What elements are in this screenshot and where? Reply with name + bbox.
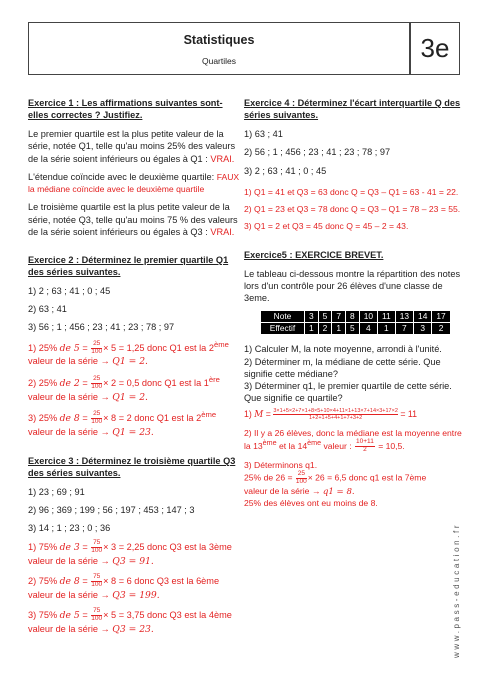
ex2-answer-1-after: × 5 = 1,25 donc Q1 est la 2 — [103, 342, 214, 353]
ex2-answer-2-de: de 2 — [59, 377, 80, 389]
ex3-series-3: 3) 14 ; 1 ; 23 ; 0 ; 36 — [28, 523, 111, 534]
table-cell: 2 — [432, 323, 450, 335]
ex3-title: Exercice 3 : Déterminez le troisième quartile Q3 des séries suivantes. — [28, 455, 236, 478]
ex5-quartile-fraction: $\frac{25}{100}$ — [295, 470, 307, 486]
ex2-answer-1-fraction: $\frac{25}{100}$ — [91, 339, 103, 355]
ex5-question-1: 1) Calculer M, la note moyenne, arrondi à l'unité. — [244, 344, 442, 355]
ex3-answer-2-tail: valeur de la série → — [28, 589, 110, 600]
ex4-answer-2: 2) Q1 = 23 et Q3 = 78 donc Q = Q3 – Q1 = 78 – 23 = 55. — [244, 204, 461, 215]
ex5-answer-3-line-3 — [244, 486, 462, 498]
ex3-answer-1-fraction: $\frac{75}{100}$ — [91, 539, 103, 555]
ex5-answer-3-line-2 — [244, 471, 462, 486]
ex1-statement-3 — [28, 201, 240, 237]
ex3-answer-3-fraction: $\frac{75}{100}$ — [91, 606, 103, 622]
ex3-answer-1-result: Q3 = 91. — [112, 556, 154, 568]
page-title: Statistiques — [183, 33, 255, 47]
right-column — [244, 97, 462, 510]
ex2-series-2: 2) 63 ; 41 — [28, 304, 67, 315]
ex5-answer-3-line-1: 3) Déterminons q1. — [244, 459, 318, 470]
ex5-answer-1: 1) M = $\frac{3\times 1+5\times 2+7\times 1+8\times 5+10\times 4+11\times 1+13\times 7+14\times 3+17\times 2}{1+2+1+5+4+1+7+3+2}$ = 11 — [244, 408, 418, 422]
ex1-answer-3: VRAI. — [210, 226, 235, 237]
ex5-title: Exercice5 : EXERCICE BREVET. — [244, 249, 384, 260]
table-cell: 2 — [318, 323, 332, 335]
table-cell: 13 — [395, 311, 413, 323]
ex3-answer-3: 3) 75% de 5 = $\frac{75}{100}$ × 5 = 3,75 donc Q3 est la 4ème valeur de la série → Q3 = 23. — [28, 606, 232, 635]
ex2-answer-3-after: × 8 = 2 donc Q1 est la 2 — [103, 412, 202, 423]
ex2-answer-2-lead: 2) 25% — [28, 377, 60, 388]
ex3-answer-1-lead: 1) 75% — [28, 542, 60, 553]
ex3-answer-1-after: × 3 = 2,25 donc Q3 est la — [103, 542, 207, 553]
table-cell: 14 — [414, 311, 432, 323]
ex3-answer-1-tail: 3ème valeur de la série → — [28, 542, 232, 567]
ex1-title: Exercice 1 : Les affirmations suivantes sont-elles correctes ? Justifiez. — [28, 98, 223, 121]
table-cell: 11 — [378, 311, 396, 323]
grade-box — [410, 22, 460, 75]
grades-table-row-notes — [261, 311, 451, 323]
page-subtitle: Quartiles — [201, 56, 236, 66]
ex2-answer-2-tail: valeur de la série → — [28, 391, 110, 402]
ex5-answer-2-c: valeur : — [321, 440, 352, 451]
ex2-answer-2-fraction: $\frac{25}{100}$ — [91, 374, 103, 390]
table-cell: 10 — [359, 311, 377, 323]
ex3-answer-3-lead: 3) 75% — [28, 609, 60, 620]
ex3-answer-1: 1) 75% de 3 = $\frac{75}{100}$ × 3 = 2,25 donc Q3 est la 3ème valeur de la série → Q3 = 91. — [28, 539, 232, 568]
ex3-answer-1-de: de 3 — [59, 542, 80, 554]
table-cell: 7 — [395, 323, 413, 335]
ex5-median-fraction: $\frac{10+11}{2}$ — [356, 438, 374, 454]
ex1-statement-3-text: Le troisième quartile est la plus petite valeur de la série, notée Q3, telle qu'au moins 75 % des valeurs de la série soient inférieurs ou égales à Q3 : — [28, 202, 238, 237]
table-cell: 5 — [318, 311, 332, 323]
ex3-answer-2-lead: 2) 75% — [28, 575, 60, 586]
ex3-series-2: 2) 96 ; 369 ; 199 ; 56 ; 197 ; 453 ; 147 ; 3 — [28, 505, 195, 516]
ex5-answer-2-a: 2) Il y a 26 élèves, donc la médiane est la moyenne entre la 13 — [244, 427, 462, 451]
table-cell: 8 — [346, 311, 360, 323]
ex3-answer-3-tail: 4ème valeur de la série → — [28, 609, 232, 634]
ex3-answer-3-result: Q3 = 23. — [112, 623, 154, 635]
ex2-answer-3-fraction: $\frac{25}{100}$ — [91, 409, 103, 425]
grade-label: 3e — [420, 33, 450, 64]
table-cell: 17 — [432, 311, 450, 323]
ex3-answer-2-after: × 8 = 6 donc Q3 est la 6ème — [103, 575, 220, 586]
ex3-answer-2-result: Q3 = 199. — [112, 589, 160, 601]
table-cell: 1 — [378, 323, 396, 335]
table-header-note: Note — [261, 311, 305, 323]
ex1-statement-1 — [28, 128, 240, 164]
ex2-answer-1: 1) 25% de 5 = $\frac{25}{100}$ × 5 = 1,25 donc Q1 est la 2ème valeur de la série → Q1 = 2. — [28, 339, 229, 368]
ex2-answer-2: 2) 25% de 2 = $\frac{25}{100}$ × 2 = 0,5 donc Q1 est la 1ère valeur de la série → Q1 = 2. — [28, 374, 220, 403]
ex3-answer-2-fraction: $\frac{75}{100}$ — [91, 573, 103, 589]
ex1-answer-2: FAUX la médiane coïncide avec le deuxième quartile — [28, 171, 240, 195]
ex2-answer-1-lead: 1) 25% — [28, 342, 60, 353]
ex5-answer-3-lead: 25% de 26 = — [244, 472, 293, 483]
grades-table-row-effectif — [261, 323, 451, 335]
ex5-answer-3-tail: valeur de la série → — [244, 485, 321, 496]
site-watermark: www.pass-education.fr — [452, 522, 461, 658]
ex4-answer-1: 1) Q1 = 41 et Q3 = 63 donc Q = Q3 – Q1 = 63 - 41 = 22. — [244, 186, 459, 197]
ex5-answer-1-var: M — [254, 410, 264, 421]
ex4-series-3: 3) 2 ; 63 ; 41 ; 0 ; 45 — [244, 165, 327, 176]
table-cell: 3 — [305, 311, 319, 323]
ex2-title: Exercice 2 : Déterminez le premier quartile Q1 des séries suivantes. — [28, 254, 229, 277]
ex5-answer-2-b: et la 14 — [276, 440, 308, 451]
table-cell: 7 — [332, 311, 346, 323]
left-column — [28, 97, 240, 642]
ex3-answer-2-de: de 8 — [59, 575, 80, 587]
ex5-intro: Le tableau ci-dessous montre la répartition des notes lors d'un contrôle pour 26 élèves d'une classe de 3eme. — [244, 268, 461, 304]
table-header-effectif: Effectif — [261, 323, 305, 335]
ex5-answer-1-result: = 11 — [400, 409, 418, 420]
grades-table — [260, 310, 451, 335]
ex2-answer-2-after: × 2 = 0,5 donc Q1 est la 1 — [103, 377, 209, 388]
ex1-statement-1-text: Le premier quartile est la plus petite valeur de la série, notée Q1, telle qu'au moins 25% des valeurs de la série soient inférieurs ou égales à Q1 : — [28, 129, 236, 164]
ex5-answer-3 — [244, 460, 462, 510]
ex1-answer-1: VRAI. — [210, 153, 235, 164]
ex2-answer-1-result: Q1 = 2. — [112, 356, 148, 368]
ex2-answer-3: 3) 25% de 8 = $\frac{25}{100}$ × 8 = 2 donc Q1 est la 2ème valeur de la série → Q1 = 23. — [28, 409, 217, 438]
header-box — [28, 22, 410, 75]
table-cell: 3 — [414, 323, 432, 335]
table-cell: 5 — [346, 323, 360, 335]
ex5-question-2: 2) Déterminer m, la médiane de cette série. Que signifie cette médiane? — [244, 356, 441, 379]
ex5-answer-3-result: q1 = 8. — [322, 486, 355, 497]
ex5-answer-3-last: 25% des élèves ont eu moins de 8. — [244, 498, 378, 509]
ex5-answer-3-after: × 26 = 6,5 donc q1 est la 7ème — [307, 472, 427, 483]
ex3-answer-2: 2) 75% de 8 = $\frac{75}{100}$ × 8 = 6 donc Q3 est la 6ème valeur de la série → Q3 = 199. — [28, 573, 220, 601]
ex2-answer-1-de: de 5 — [59, 342, 80, 354]
ex2-answer-3-tail: valeur de la série → — [28, 426, 110, 437]
table-cell: 1 — [305, 323, 319, 335]
ex5-answer-2-result: = 10,5. — [378, 440, 405, 451]
ex4-answer-3: 3) Q1 = 2 et Q3 = 45 donc Q = 45 – 2 = 43. — [244, 221, 409, 232]
ex4-series-1: 1) 63 ; 41 — [244, 129, 283, 140]
ex5-answer-1-lead: 1) — [244, 409, 252, 420]
table-cell: 4 — [359, 323, 377, 335]
ex3-answer-3-de: de 5 — [59, 609, 80, 621]
ex5-questions — [244, 343, 462, 404]
ex2-answer-1-tail: valeur de la série → — [28, 356, 110, 367]
ex2-series-1: 1) 2 ; 63 ; 41 ; 0 ; 45 — [28, 286, 111, 297]
ex2-answer-3-result: Q1 = 23. — [112, 426, 154, 438]
ex2-answer-3-lead: 3) 25% — [28, 412, 60, 423]
ex2-series-3: 3) 56 ; 1 ; 456 ; 23 ; 41 ; 23 ; 78 ; 97 — [28, 322, 175, 333]
ex3-answer-3-after: × 5 = 3,75 donc Q3 est la — [103, 609, 207, 620]
ex2-answer-2-result: Q1 = 2. — [112, 391, 148, 403]
ex1-statement-2-text: L'étendue coïncide avec le deuxième quartile: — [28, 171, 215, 182]
ex4-title: Exercice 4 : Déterminez l'écart interquartile Q des séries suivantes. — [244, 98, 461, 121]
ex3-series-1: 1) 23 ; 69 ; 91 — [28, 487, 85, 498]
ex1-statement-2 — [28, 171, 240, 196]
ex4-series-2: 2) 56 ; 1 ; 456 ; 23 ; 41 ; 23 ; 78 ; 97 — [244, 147, 391, 158]
ex2-answer-3-de: de 8 — [59, 412, 80, 424]
table-cell: 1 — [332, 323, 346, 335]
ex5-mean-fraction: $\frac{3\times 1+5\times 2+7\times 1+8\times 5+10\times 4+11\times 1+13\times 7+14\times 3+17\times 2}{1+2+1+5+4+1+7+3+2}$ — [273, 408, 398, 422]
ex5-question-3: 3) Déterminer q1, le premier quartile de cette série. Que signifie ce quartile? — [244, 380, 452, 404]
ex5-answer-2: 2) Il y a 26 élèves, donc la médiane est la moyenne entre la 13ème et la 14ème valeur : $\frac{10+11}{2}$ = 10,5. — [244, 427, 462, 454]
